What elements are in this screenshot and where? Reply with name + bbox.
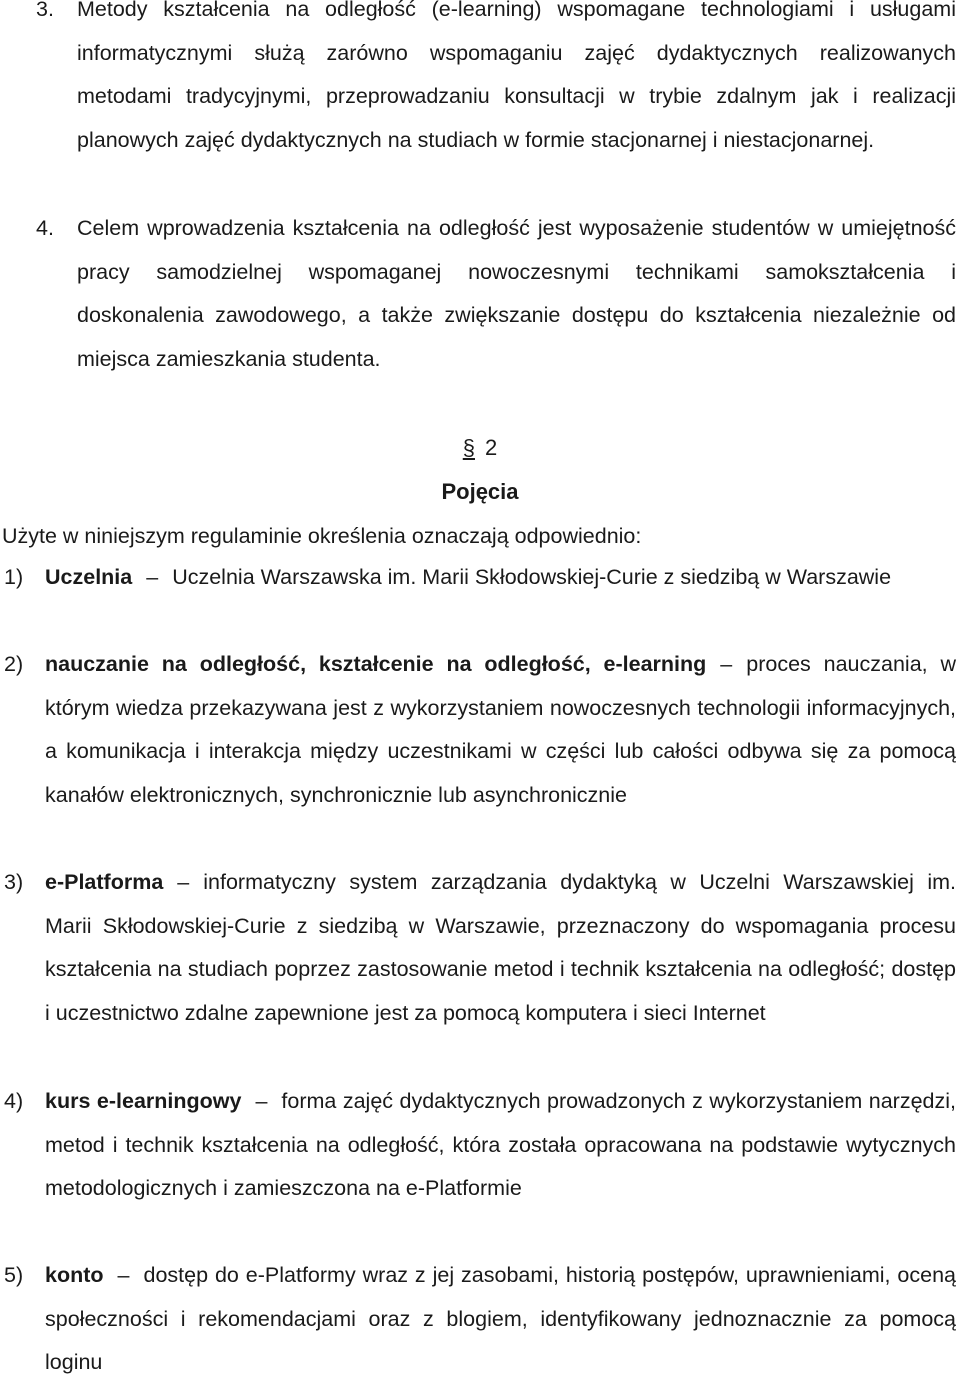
definition-body xyxy=(45,643,956,817)
definition-body xyxy=(45,556,956,600)
definition-term: kurs e-learningowy xyxy=(45,1089,242,1113)
paragraph-text: Metody kształcenia na odległość (e-learning) wspomagane technologiami i usługami informatycznymi służą zarówno wspomaganiu zajęć dydaktycznych realizowanych metodami tradycyjnymi, przeprowadzaniu konsultacji w trybie zdalnym jak i realizacji planowych zajęć dydaktycznych na studiach w formie stacjonarnej i niestacjonarnej. xyxy=(77,0,956,152)
definition-body xyxy=(45,1080,956,1211)
definition-number: 2) xyxy=(4,652,24,676)
section-title: Pojęcia xyxy=(441,479,519,504)
definition-text: informatyczny system zarządzania dydaktyką w Uczelni Warszawskiej im. Marii Skłodowskiej-Curie z siedzibą w Warszawie, przeznaczony do wspomagania procesu kształcenia na studiach poprzez zastosowanie metod i technik kształcenia na odległość; dostęp i uczestnictwo zdalne zapewnione jest za pomocą komputera i sieci Internet xyxy=(45,870,956,1025)
definitions-intro: Użyte w niniejszym regulaminie określenia oznaczają odpowiednio: xyxy=(2,524,642,548)
paragraph-4 xyxy=(36,207,956,381)
definition-item xyxy=(2,556,956,600)
definition-text: forma zajęć dydaktycznych prowadzonych z wykorzystaniem narzędzi, metod i technik kształcenia na odległość, która została opracowana na podstawie wytycznych metodologicznych i zamieszczona na e-Platformie xyxy=(45,1089,956,1201)
paragraph-text: Celem wprowadzenia kształcenia na odległość jest wyposażenie studentów w umiejętność pracy samodzielnej wspomaganej nowoczesnymi technikami samokształcenia i doskonalenia zawodowego, a także zwiększanie dostępu do kształcenia niezależnie od miejsca zamieszkania studenta. xyxy=(77,216,956,371)
definition-item xyxy=(2,643,956,817)
paragraph-number: 3. xyxy=(36,0,54,21)
definition-dash: – xyxy=(720,652,733,676)
definition-item xyxy=(2,1080,956,1211)
paragraph-number: 4. xyxy=(36,216,54,240)
definition-dash: – xyxy=(117,1263,130,1287)
definition-number: 4) xyxy=(4,1089,24,1113)
definition-dash: – xyxy=(255,1089,268,1113)
definition-number: 5) xyxy=(4,1263,24,1287)
definition-term: e-Platforma xyxy=(45,870,164,894)
definition-number: 3) xyxy=(4,870,24,894)
definition-dash: – xyxy=(146,565,159,589)
section-number: 2 xyxy=(485,435,498,460)
paragraph-3 xyxy=(36,0,956,162)
definition-number: 1) xyxy=(4,565,24,589)
definition-text: dostęp do e-Platformy wraz z jej zasobami, historią postępów, uprawnieniami, oceną społeczności i rekomendacjami oraz z blogiem, identyfikowany jednoznacznie za pomocą loginu xyxy=(45,1263,956,1375)
definition-dash: – xyxy=(177,870,190,894)
definition-item xyxy=(2,1254,956,1385)
section-sign: § xyxy=(462,435,475,460)
definition-term: Uczelnia xyxy=(45,565,133,589)
definition-text: Uczelnia Warszawska im. Marii Skłodowskiej-Curie z siedzibą w Warszawie xyxy=(172,565,892,589)
definition-term: konto xyxy=(45,1263,104,1287)
definition-term: nauczanie na odległość, kształcenie na odległość, e-learning xyxy=(45,652,707,676)
definition-body xyxy=(45,861,956,1035)
definition-item xyxy=(2,861,956,1035)
definition-body xyxy=(45,1254,956,1385)
definition-text: proces nauczania, w którym wiedza przekazywana jest z wykorzystaniem nowoczesnych technologii informacyjnych, a komunikacja i interakcja między uczestnikami w części lub całości odbywa się za pomocą kanałów elektronicznych, synchronicznie lub asynchronicznie xyxy=(45,652,956,807)
section-heading-number xyxy=(0,428,960,468)
